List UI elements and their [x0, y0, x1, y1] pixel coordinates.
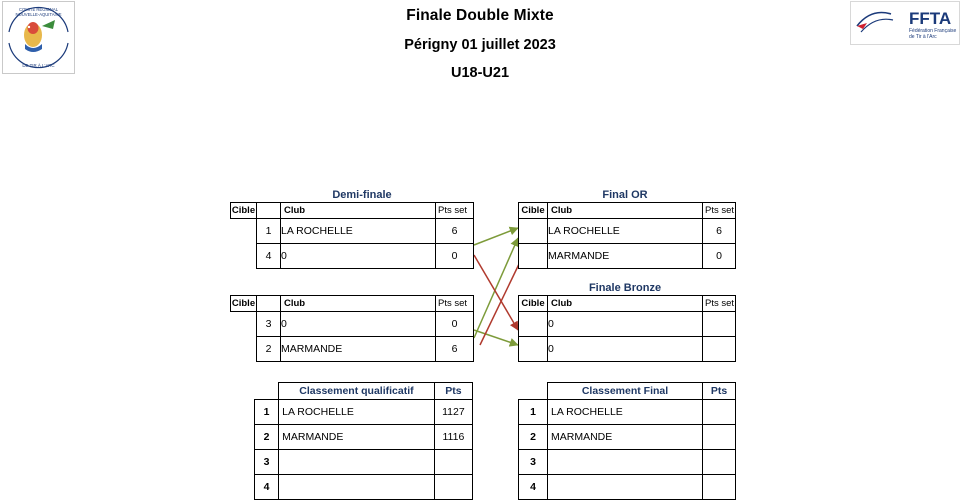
table-header-row [255, 383, 473, 400]
cell-pts [703, 475, 736, 500]
column-header-spacer [255, 383, 279, 400]
column-header-cible: Cible [231, 203, 257, 219]
cell-rank: 4 [519, 475, 548, 500]
cell-club: 0 [548, 337, 703, 362]
cell-rank: 1 [519, 400, 548, 425]
cell-cible [519, 219, 548, 244]
classement-final-title: Classement Final [548, 383, 703, 400]
cell-club: MARMANDE [281, 337, 436, 362]
row-spacer [231, 312, 257, 337]
column-header-pts-set: Pts set [436, 296, 474, 312]
svg-text:de Tir à l'Arc: de Tir à l'Arc [909, 34, 937, 40]
section-heading-demi-finale: Demi-finale [332, 189, 392, 201]
cell-club: MARMANDE [548, 244, 703, 269]
table-row [519, 244, 736, 269]
table-header-row [519, 383, 736, 400]
cell-cible [519, 244, 548, 269]
column-header-pts: Pts [434, 383, 472, 400]
cell-cible [519, 337, 548, 362]
column-header-club: Club [281, 296, 436, 312]
cell-club [279, 475, 435, 500]
finale-bronze-table [518, 295, 736, 362]
demi-finale-match-2-table [230, 295, 474, 362]
table-row [231, 219, 474, 244]
column-header-club: Club [281, 203, 436, 219]
cell-pts-set: 6 [436, 337, 474, 362]
cell-rank: 2 [255, 425, 279, 450]
column-header-spacer [257, 203, 281, 219]
page-subtitle-category: U18-U21 [450, 65, 510, 81]
table-row [519, 312, 736, 337]
cell-club: MARMANDE [548, 425, 703, 450]
cell-club [548, 450, 703, 475]
column-header-pts: Pts [703, 383, 736, 400]
column-header-club: Club [548, 296, 703, 312]
cell-club [279, 450, 435, 475]
cell-pts [703, 425, 736, 450]
table-header-row [231, 203, 474, 219]
cell-pts-set [703, 337, 736, 362]
cell-club: LA ROCHELLE [548, 400, 703, 425]
table-row [519, 337, 736, 362]
cell-club: 0 [281, 244, 436, 269]
table-row [255, 475, 473, 500]
table-row [519, 475, 736, 500]
cell-club: LA ROCHELLE [281, 219, 436, 244]
classement-final-table [518, 382, 736, 500]
cell-pts [434, 475, 472, 500]
cell-club: LA ROCHELLE [548, 219, 703, 244]
cell-pts [703, 450, 736, 475]
table-row [519, 219, 736, 244]
classement-qualificatif-title: Classement qualificatif [279, 383, 435, 400]
row-spacer [231, 337, 257, 362]
cell-pts [434, 450, 472, 475]
table-row [231, 244, 474, 269]
cell-club: 0 [281, 312, 436, 337]
table-row [255, 400, 473, 425]
cell-club: 0 [548, 312, 703, 337]
cell-rank: 1 [255, 400, 279, 425]
cell-pts: 1116 [434, 425, 472, 450]
cell-pts-set: 0 [436, 312, 474, 337]
table-row [255, 425, 473, 450]
cell-club [548, 475, 703, 500]
cell-pts-set: 6 [703, 219, 736, 244]
table-header-row [231, 296, 474, 312]
table-row [519, 425, 736, 450]
cell-club: MARMANDE [279, 425, 435, 450]
column-header-cible: Cible [231, 296, 257, 312]
table-row [519, 450, 736, 475]
table-row [255, 450, 473, 475]
column-header-cible: Cible [519, 296, 548, 312]
svg-text:DE TIR À L'ARC: DE TIR À L'ARC [22, 63, 55, 68]
cell-pts-set: 0 [436, 244, 474, 269]
cell-club: LA ROCHELLE [279, 400, 435, 425]
page-title-block [0, 0, 960, 81]
row-spacer [231, 244, 257, 269]
cell-cible: 4 [257, 244, 281, 269]
table-row [231, 312, 474, 337]
demi-finale-match-1-table [230, 202, 474, 269]
column-header-pts-set: Pts set [703, 296, 736, 312]
column-header-spacer [519, 383, 548, 400]
cell-cible: 2 [257, 337, 281, 362]
cell-cible: 1 [257, 219, 281, 244]
table-row [231, 337, 474, 362]
column-header-cible: Cible [519, 203, 548, 219]
svg-text:COMITÉ RÉGIONAL: COMITÉ RÉGIONAL [18, 7, 59, 12]
svg-text:FFTA: FFTA [909, 9, 952, 28]
row-spacer [231, 219, 257, 244]
table-row [519, 400, 736, 425]
final-or-table [518, 202, 736, 269]
cell-pts-set [703, 312, 736, 337]
section-heading-final-or: Final OR [602, 189, 648, 201]
cell-rank: 3 [255, 450, 279, 475]
section-heading-finale-bronze: Finale Bronze [588, 282, 662, 294]
column-header-pts-set: Pts set [436, 203, 474, 219]
column-header-pts-set: Pts set [703, 203, 736, 219]
cell-rank: 4 [255, 475, 279, 500]
page-subtitle-location-date: Périgny 01 juillet 2023 [404, 37, 556, 53]
cell-pts-set: 6 [436, 219, 474, 244]
column-header-spacer [257, 296, 281, 312]
page-title: Finale Double Mixte [406, 7, 554, 24]
table-header-row [519, 203, 736, 219]
table-header-row [519, 296, 736, 312]
cell-pts: 1127 [434, 400, 472, 425]
svg-text:Fédération Française: Fédération Française [909, 28, 957, 34]
cell-rank: 3 [519, 450, 548, 475]
svg-text:NOUVELLE-AQUITAINE: NOUVELLE-AQUITAINE [15, 12, 62, 17]
cell-cible: 3 [257, 312, 281, 337]
cell-cible [519, 312, 548, 337]
column-header-club: Club [548, 203, 703, 219]
cell-rank: 2 [519, 425, 548, 450]
cell-pts [703, 400, 736, 425]
cell-pts-set: 0 [703, 244, 736, 269]
classement-qualificatif-table [254, 382, 473, 500]
